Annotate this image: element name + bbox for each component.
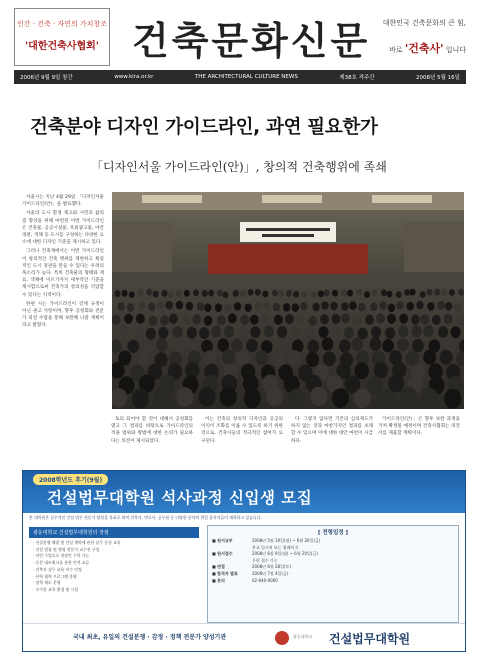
masthead-left-slogan: 인간 · 건축 · 자연의 가치창조 — [17, 20, 107, 28]
english-title: THE ARCHITECTURAL CULTURE NEWS — [194, 74, 298, 80]
masthead-right-emphasis — [372, 40, 466, 56]
schedule-row — [212, 564, 454, 571]
schedule-key: ■ 합격자 발표 — [212, 570, 238, 576]
schedule-key: ■ 문의 — [212, 577, 225, 583]
university-name: 광운대학교 — [293, 634, 313, 639]
website-url[interactable]: www.kira.or.kr — [114, 74, 154, 80]
masthead-right-suffix: 입니다 — [445, 46, 466, 54]
article-paragraph: 다. 그렇지 않다면 기존의 심의제도가 하지 않는 것과 마찬가지인 결과를 초래할 수 있으며 이에 대한 대안 마련이 시급하다. — [291, 417, 373, 444]
article-paragraph: 가이드라인(안)」은 향후 보완 과정을 거쳐 확정될 예정이며 건축사협회는 의견서를 제출할 계획이다. — [378, 417, 460, 437]
graduate-school-ad[interactable] — [22, 470, 466, 652]
masthead-left-box — [14, 8, 110, 66]
masthead-right-slogan: 대한민국 건축문화의 큰 힘, — [382, 19, 466, 27]
article-paragraph: 토의 되어야 할 것이 대해서 공청회를 열고 그 결과를 바탕으로 가이드라인의 적용 범위와 방법에 대한 논의가 필요하다는 의견이 제시되었다. — [111, 417, 193, 444]
ad-schedule-heading: [ 전형일정 ] — [317, 530, 349, 536]
schedule-value: 2008년 6월 9일(월) ~ 6월 20일(금) 우편 접수 가능 — [252, 551, 318, 563]
schedule-row — [212, 578, 454, 585]
article-column-2 — [111, 416, 193, 466]
masthead-left-org: '대한건축사협회' — [25, 41, 99, 52]
list-item: · 동문 네트워크를 통한 인적 교류 — [33, 560, 90, 566]
masthead-right-prefix: 바로 — [389, 46, 403, 54]
list-item: · 우수한 교육 환경 및 시설 — [33, 586, 79, 592]
masthead — [14, 8, 466, 70]
article-column-3 — [201, 416, 283, 466]
list-item: · 건축사 실무 교육 이수 인정 — [33, 566, 82, 572]
masthead-right-keyword: '건축사' — [404, 42, 444, 55]
article-paragraph: 그러나 건축계에서는 이번 가이드라인이 창의적인 건축 행위를 제한하고 획일적인 도시 경관을 만들 수 있다는 우려의 목소리가 높다. 특히 건축물의 형태와 재료, 색채에 이르기까지 세부적인 기준을 제시함으로써 건축가의 창의성을 억압할 수 있다는 지적이다. — [22, 249, 104, 298]
ad-slogan: 국내 최초, 유일의 건설분쟁 · 감정 · 정책 전문가 양성기관 — [73, 634, 227, 641]
masthead-info-bar — [14, 70, 466, 84]
schedule-value: 2008년 7월 4일(금) — [252, 570, 289, 576]
ad-benefits-heading: 광운대학교 건설법무대학원의 장점 — [29, 527, 199, 538]
ad-term-badge: 2008학년도 후기(9월) — [33, 474, 108, 485]
ad-footer — [23, 623, 465, 651]
graduate-school-name: 건설법무대학원 — [329, 632, 411, 646]
article-column-5 — [378, 416, 460, 466]
schedule-value: 2008년 6월 28일(토) — [252, 564, 291, 570]
list-item: · 건설분쟁 해결 및 건설 계약에 관한 실무 중심 교육 — [33, 540, 121, 545]
article-paragraph: 서울의 도시 환경 제고와 시민의 삶의 질 향상을 위해 마련된 이번 가이드라인은 건축물, 공공시설물, 옥외광고물, 야간경관, 색채 등 도시를 구성하는 다양한 요소에 대한 디자인 기준을 제시하고 있다. — [22, 211, 104, 246]
list-item: · 야간 수업으로 직장인 수학 가능 — [33, 553, 90, 559]
ad-banner — [23, 471, 465, 513]
newspaper-title: 건축문화신문 — [132, 19, 371, 63]
schedule-key: ■ 원서접수 — [212, 551, 233, 557]
schedule-value: 02-940-0000 — [252, 577, 278, 583]
conference-photo — [112, 192, 464, 409]
ad-benefits-list — [29, 538, 199, 596]
list-item: · 장학 제도 운영 — [33, 580, 61, 586]
schedule-key: ■ 원서교부 — [212, 538, 233, 543]
article-paragraph: 이는 건축의 창의적 디자인과 공공의 이익이 조화를 이룰 수 있도록 하기 위한 것으로, 건축사들의 적극적인 참여가 요구된다. — [201, 417, 283, 444]
list-item: · 건설 법률 및 행정 전문가 교수진 구성 — [33, 546, 100, 552]
list-item: · 산학 협력 프로그램 운영 — [33, 573, 77, 579]
masthead-right-box — [372, 8, 466, 66]
article-column-1 — [22, 194, 104, 459]
ad-benefits — [29, 527, 199, 596]
founding-date: 2006년 9월 9일 창간 — [20, 75, 73, 81]
ad-title: 건설법무대학원 석사과정 신입생 모집 — [47, 489, 313, 507]
schedule-row — [212, 551, 454, 564]
article-headline: 건축분야 디자인 가이드라인, 과연 필요한가 — [30, 117, 378, 138]
article-paragraph: 서울시는 지난 4월 29일 「디자인서울 가이드라인(안)」을 발표했다. — [22, 195, 104, 208]
article-paragraph: 한편 시는 가이드라인이 강제 규정이 아닌 권고 사항이며, 향후 공청회와 전문가 의견 수렴을 통해 보완해 나갈 계획이라고 밝혔다. — [22, 301, 104, 329]
issue-number: 제38호 격주간 — [339, 75, 375, 81]
schedule-row — [212, 538, 454, 551]
issue-date: 2008년 5월 16일 — [416, 75, 460, 81]
ad-intro: 본 대학원은 실무적인 건설 법무 전문가 양성을 목표로 하며 건축사, 변호사, 공무원 등 다양한 분야의 현업 종사자들이 재학하고 있습니다. — [29, 515, 262, 520]
university-logo-icon — [275, 631, 289, 645]
article-subhead: 「디자인서울 가이드라인(안)」, 창의적 건축행위에 족쇄 — [91, 160, 387, 174]
schedule-key: ■ 면접 — [212, 564, 225, 570]
ad-schedule — [207, 525, 459, 623]
schedule-value: 2008년 5월 19일(월) ~ 6월 20일(금) 본교 입시처 또는 홈페이지 — [252, 538, 321, 550]
schedule-row — [212, 571, 454, 578]
article-column-4 — [291, 416, 373, 466]
